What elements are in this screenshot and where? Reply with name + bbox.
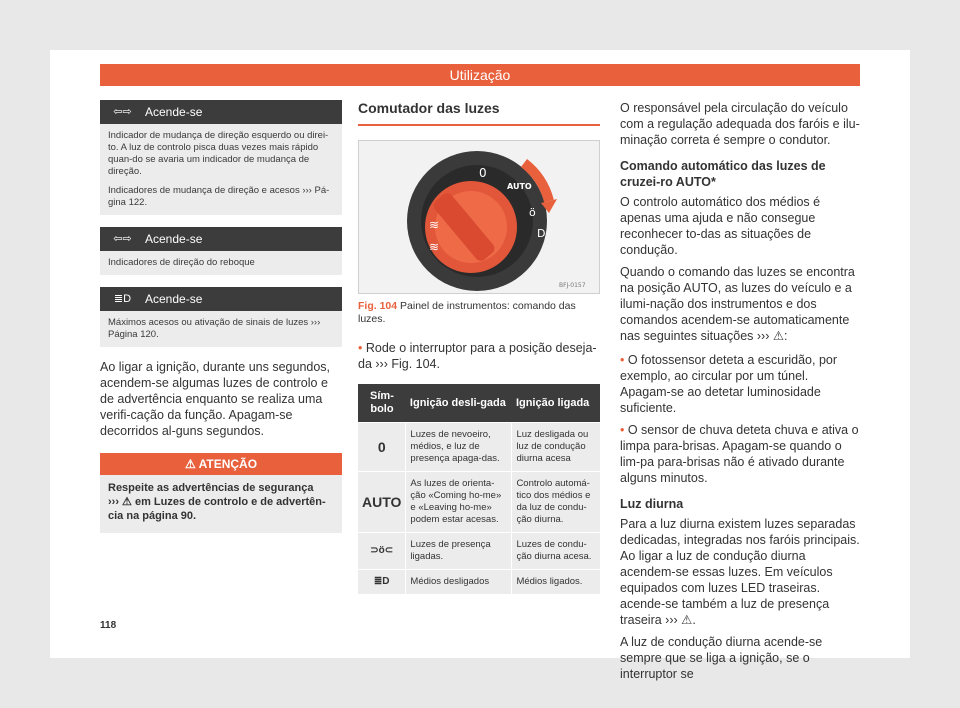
low-beam-icon: D	[537, 227, 546, 240]
figure-caption-text: Painel de instrumentos: comando das luzes.	[358, 300, 576, 325]
warning-title: Acende-se	[145, 105, 203, 119]
warning-text: Indicador de mudança de direção esquerdo ou direi-to. A luz de controlo pisca duas vezes mais rápido quan-do se avaria um indicador de mudança de direção.	[108, 130, 329, 177]
rear-fog-icon: ≋	[429, 240, 440, 254]
paragraph-responsibility: O responsável pela circulação do veículo com a regulação adequada dos faróis e ilu-minação correta é sempre o condutor.	[620, 101, 860, 147]
atencao-box	[100, 453, 342, 533]
table-row	[358, 533, 600, 570]
figure-light-switch	[358, 140, 600, 294]
col-header-ignition-on: Ignição ligada	[512, 384, 600, 423]
figure-caption	[358, 294, 600, 326]
cell-on: Luzes de condu-ção diurna acesa.	[512, 533, 600, 570]
right-column	[620, 100, 860, 682]
warning-text: Máximos acesos ou ativação de sinais de luzes ››› Página 120.	[108, 317, 321, 340]
table-header-row	[358, 384, 600, 423]
light-positions-table	[358, 384, 600, 594]
paragraph-daytime-light: Para a luz diurna existem luzes separadas dedicadas, integradas nos faróis principais. Ao ligar a luz de condução diurna acendem-se essas luzes. Em veículos equipados com luzes LED traseiras. acende-se também a luz de presença traseira ››› ⚠.	[620, 517, 860, 627]
trailer-signal-icon: ⇦⇨	[113, 233, 132, 245]
figure-code: BFJ-0157	[559, 282, 586, 289]
cell-off: As luzes de orienta-ção «Coming ho-me» e «Leaving ho-me» podem estar acesas.	[406, 472, 512, 533]
bullet-photosensor: • O fotossensor deteta a escuridão, por exemplo, ao circular por um túnel. Apagam-se ao detetar luminosidade suficiente.	[620, 353, 838, 415]
warning-text-ref: Indicadores de mudança de direção e acesos ››› Pá-gina 122.	[108, 185, 330, 208]
fog-light-icon: ≋	[429, 218, 440, 232]
symbol-zero: 0	[358, 423, 406, 472]
position-zero-label: 0	[479, 166, 487, 180]
col-header-ignition-off: Ignição desli-gada	[406, 384, 512, 423]
warning-block-turn-signal	[100, 100, 342, 215]
cell-off: Médios desligados	[406, 570, 512, 595]
table-row	[358, 472, 600, 533]
paragraph-daytime-ignition: A luz de condução diurna acende-se sempre que se liga a ignição, se o interruptor se	[620, 635, 823, 681]
intro-paragraph: Ao ligar a ignição, durante uns segundos, acendem-se algumas luzes de controlo e de advertência enquanto se realiza uma verifi-cação da função. Apagam-se decorridos al-guns segundos.	[100, 360, 331, 438]
parking-light-icon: ö	[529, 206, 536, 219]
step-instruction: • Rode o interruptor para a posição deseja-da ››› Fig. 104.	[358, 341, 597, 371]
atencao-title: ⚠ ATENÇÃO	[100, 453, 342, 475]
turn-signal-icon: ⇦⇨	[113, 106, 132, 118]
subheading-daytime-light: Luz diurna	[620, 497, 684, 511]
atencao-text: Respeite as advertências de segurança	[108, 482, 314, 494]
position-auto-label: AUTO	[507, 182, 532, 191]
high-beam-icon: ≣D	[113, 293, 132, 305]
cell-on: Controlo automá-tico dos médios e da luz de condu-ção diurna.	[512, 472, 600, 533]
warning-title: Acende-se	[145, 232, 203, 246]
cell-off: Luzes de nevoeiro, médios, e luz de presença apaga-das.	[406, 423, 512, 472]
subheading-auto-control: Comando automático das luzes de cruzei-ro AUTO*	[620, 159, 826, 189]
light-switch-illustration	[359, 141, 599, 293]
warning-block-high-beam	[100, 287, 342, 347]
table-row	[358, 570, 600, 595]
parking-light-symbol-icon: ⊃ö⊂	[358, 533, 406, 570]
bullet-rain-sensor: • O sensor de chuva deteta chuva e ativa o limpa para-brisas. Apagam-se quando o lim-pa para-brisas não é ativado durante alguns minutos.	[620, 423, 859, 485]
table-row	[358, 423, 600, 472]
paragraph-auto-help: O controlo automático dos médios é apenas uma ajuda e não consegue reconhecer to-das as situações de condução.	[620, 195, 821, 257]
warning-text: Indicadores de direção do reboque	[108, 257, 255, 268]
page-header-title: Utilização	[449, 67, 511, 83]
cell-off: Luzes de presença ligadas.	[406, 533, 512, 570]
atencao-link[interactable]: ››› ⚠ em Luzes de controlo e de advertên-cia na página 90.	[108, 496, 326, 522]
warning-title: Acende-se	[145, 292, 203, 306]
cell-on: Médios ligados.	[512, 570, 600, 595]
paragraph-auto-situations: Quando o comando das luzes se encontra na posição AUTO, as luzes do veículo e a ilumi-nação dos instrumentos e dos comandos acendem-se automaticamente nas seguintes situações ››› ⚠:	[620, 265, 855, 343]
page-number: 118	[100, 620, 117, 631]
section-title: Comutador das luzes	[358, 100, 600, 126]
figure-number: Fig. 104	[358, 300, 398, 312]
left-column	[100, 100, 342, 533]
middle-column	[358, 100, 600, 594]
col-header-symbol: Sím-bolo	[358, 384, 406, 423]
low-beam-symbol-icon: ≣D	[358, 570, 406, 595]
warning-block-trailer	[100, 227, 342, 275]
symbol-auto: AUTO	[358, 472, 406, 533]
cell-on: Luz desligada ou luz de condução diurna acesa	[512, 423, 600, 472]
